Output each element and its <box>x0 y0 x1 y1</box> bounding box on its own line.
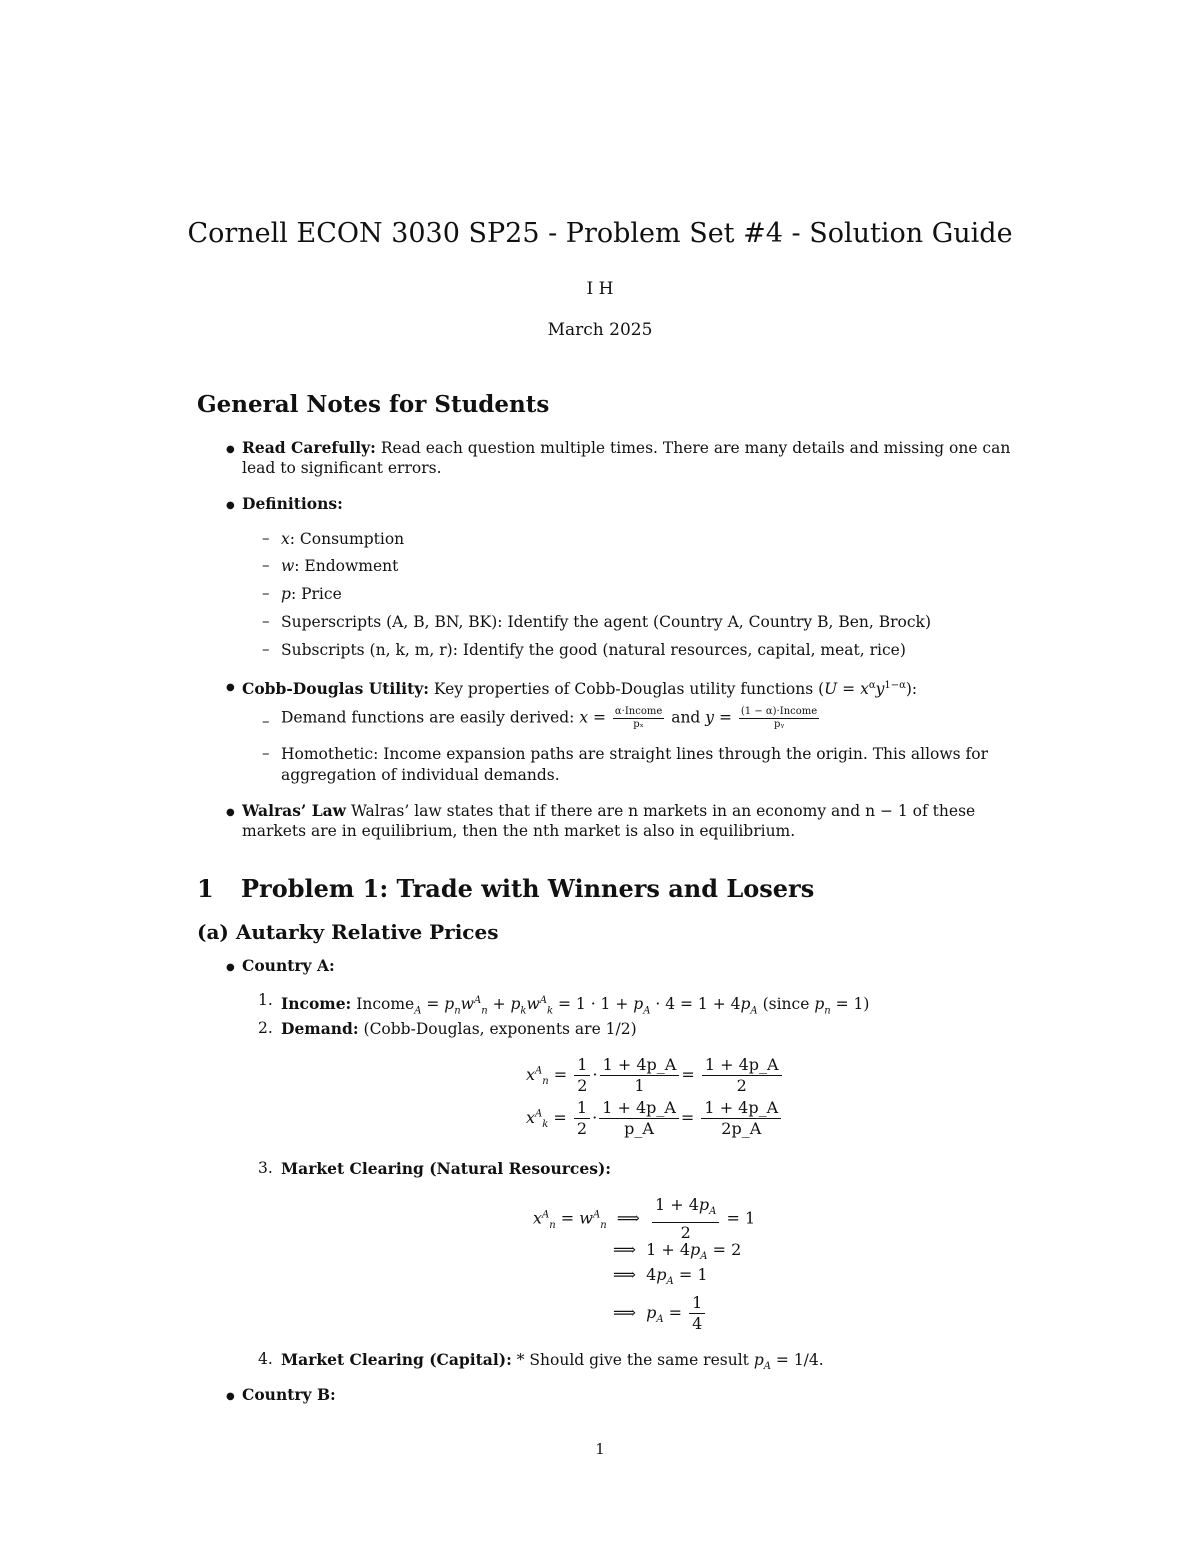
step-number: 2. <box>258 1019 273 1037</box>
definition-item: x: Consumption <box>281 530 405 548</box>
bullet-icon: ● <box>226 682 235 693</box>
document-title: Cornell ECON 3030 SP25 - Problem Set #4 - Solution Guide <box>187 218 1013 249</box>
cobb-douglas-line: Cobb-Douglas Utility: Key properties of Cobb-Douglas utility functions $(U = x^\alpha y^{1-\alpha})$: <box>242 679 918 699</box>
read-carefully-line1 <box>242 437 1010 459</box>
part-a-heading: (a) Autarky Relative Prices <box>197 920 499 944</box>
walras-line2: markets are in equilibrium, then the nth market is also in equilibrium. <box>242 822 796 840</box>
dash-icon: – <box>262 640 270 658</box>
demand-equation-xn: $x^A_n$ = $\frac{1}{2}$ · $\frac{1 + 4p\_A}{1}$ = $\frac{1 + 4p\_A}{2}$ <box>526 1055 784 1096</box>
problem1-heading: Problem 1: Trade with Winners and Losers <box>241 874 815 903</box>
demand-step: Demand: (Cobb-Douglas, exponents are 1/2) <box>281 1019 637 1038</box>
general-notes-heading: General Notes for Students <box>197 391 550 418</box>
bullet-icon: ● <box>226 444 235 455</box>
bullet-icon: ● <box>226 962 235 973</box>
dash-icon: – <box>262 584 270 602</box>
definition-item: w: Endowment <box>281 557 399 575</box>
section-number: 1 <box>197 874 214 903</box>
definition-item: Superscripts (A, B, BN, BK): Identify the agent (Country A, Country B, Ben, Brock) <box>281 613 932 631</box>
bullet-icon: ● <box>226 1391 235 1402</box>
dash-icon: – <box>262 529 270 547</box>
clearing-equation-1: $x^A_n = w^A_n$ ⟹ $\frac{1 + 4p_A}{2}$ = 1 <box>533 1195 756 1243</box>
definition-item: Subscripts (n, k, m, r): Identify the good (natural resources, capital, meat, rice) <box>281 641 906 659</box>
homothetic-line2: aggregation of individual demands. <box>281 766 560 784</box>
definitions-label: Definitions: <box>242 494 343 513</box>
dash-icon: – <box>262 712 270 730</box>
country-b-label: Country B: <box>242 1385 336 1404</box>
demand-functions-line: Demand functions are easily derived: x = α·Income pₓ and y = (1 − α)·Income pᵧ <box>281 706 818 730</box>
clearing-equation-3: ⟹ $4p_A = 1$ <box>613 1265 708 1288</box>
step-number: 3. <box>258 1159 273 1177</box>
demand-equation-xk: $x^A_k$ = $\frac{1}{2}$ · $\frac{1 + 4p\_A}{p\_A}$ = $\frac{1 + 4p\_A}{2p\_A}$ <box>526 1098 783 1139</box>
read-carefully-text: Read each question multiple times. There are many details and missing one can <box>380 439 1011 457</box>
step-number: 4. <box>258 1350 273 1368</box>
dash-icon: – <box>262 612 270 630</box>
definition-item: p: Price <box>281 585 342 603</box>
country-a-label: Country A: <box>242 956 335 975</box>
document-date: March 2025 <box>547 320 653 340</box>
clearing-equation-4: ⟹ $p_A$ = $\frac{1}{4}$ <box>613 1293 707 1334</box>
demand-y-fraction: (1 − α)·Income pᵧ <box>740 706 818 730</box>
dash-icon: – <box>262 744 270 762</box>
dash-icon: – <box>262 556 270 574</box>
demand-x-fraction: α·Income pₓ <box>614 706 663 730</box>
walras-line1: Walras’ Law Walras’ law states that if there are n markets in an economy and n − 1 of these <box>242 801 976 820</box>
read-carefully-label: Read Carefully: <box>242 438 376 457</box>
income-step: Income: Income$_A$ = $p_nw^A_n + p_kw^A_k = 1 \cdot 1 + p_A \cdot 4 = 1 + 4p_A$ (since $p_n = 1$) <box>281 994 870 1017</box>
bullet-icon: ● <box>226 500 235 511</box>
market-clearing-nr-step: Market Clearing (Natural Resources): <box>281 1159 612 1178</box>
homothetic-line1: Homothetic: Income expansion paths are straight lines through the origin. This allows for <box>281 745 988 763</box>
bullet-icon: ● <box>226 807 235 818</box>
clearing-equation-2: ⟹ $1 + 4p_A = 2$ <box>613 1240 742 1263</box>
market-clearing-capital-step: Market Clearing (Capital): * Should give the same result $p_A = 1/4$. <box>281 1350 824 1373</box>
read-carefully-line2: lead to significant errors. <box>242 459 442 477</box>
step-number: 1. <box>258 991 273 1009</box>
document-author: I H <box>586 279 614 299</box>
page-number: 1 <box>595 1440 605 1458</box>
